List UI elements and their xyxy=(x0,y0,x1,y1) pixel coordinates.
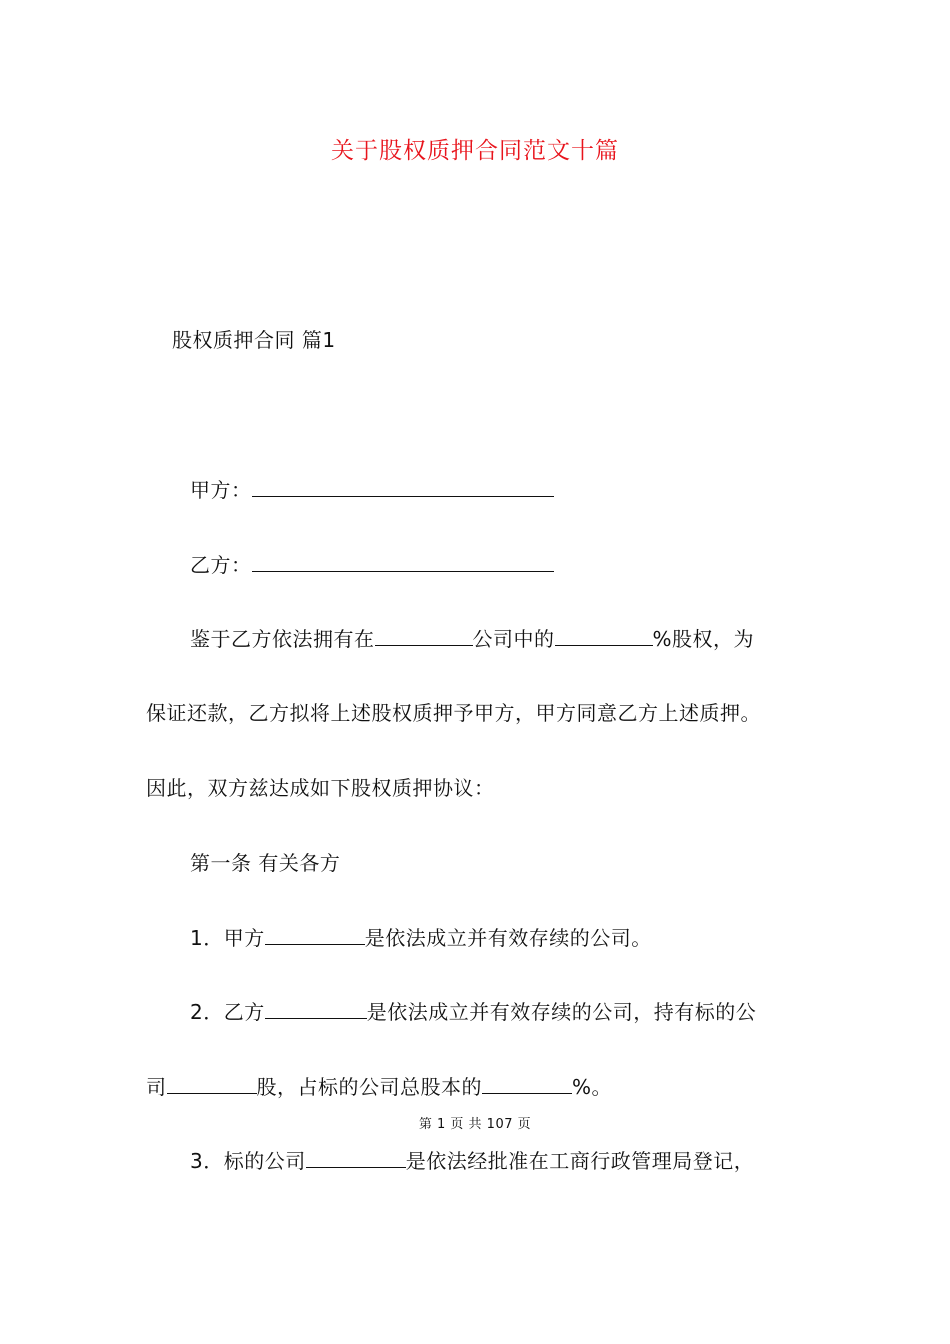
item-2-line-2 xyxy=(146,1073,612,1101)
item-2-blank xyxy=(265,1000,367,1019)
party-a-blank xyxy=(252,478,554,497)
whereas-text-2: 公司中的 xyxy=(472,627,555,651)
item-1-suffix: 是依法成立并有效存续的公司。 xyxy=(364,926,652,950)
document-title: 关于股权质押合同范文十篇 xyxy=(331,138,619,164)
whereas-line-2: 保证还款，乙方拟将上述股权质押予甲方，甲方同意乙方上述质押。 xyxy=(146,701,761,725)
party-a-label: 甲方： xyxy=(190,478,252,502)
whereas-text-1: 鉴于乙方依法拥有在 xyxy=(190,627,375,651)
party-b-label: 乙方： xyxy=(190,553,252,577)
item-2-line2-prefix: 司 xyxy=(146,1075,167,1099)
whereas-text-3: %股权，为 xyxy=(652,627,755,651)
item-2-line2-mid: 股，占标的公司总股本的 xyxy=(256,1075,482,1099)
section-heading: 股权质押合同 篇1 xyxy=(172,328,336,352)
item-2-suffix: 是依法成立并有效存续的公司，持有标的公 xyxy=(366,1000,757,1024)
party-b-blank xyxy=(252,553,554,572)
share-percent-blank xyxy=(482,1075,572,1094)
item-2-line2-suffix: %。 xyxy=(572,1075,613,1099)
item-2-prefix: 2．乙方 xyxy=(190,1000,265,1024)
page-footer: 第 1 页 共 107 页 xyxy=(418,1117,532,1132)
party-a-line xyxy=(190,476,554,504)
company-blank xyxy=(375,627,473,646)
article-1-heading: 第一条 有关各方 xyxy=(190,851,341,875)
percent-blank xyxy=(555,627,653,646)
party-b-line xyxy=(190,551,554,579)
whereas-line-1 xyxy=(190,625,754,653)
item-1-line xyxy=(190,924,652,952)
whereas-line-3: 因此，双方兹达成如下股权质押协议： xyxy=(146,776,495,800)
item-1-blank xyxy=(265,926,365,945)
shares-blank xyxy=(167,1075,257,1094)
item-3-line xyxy=(190,1147,754,1175)
item-3-suffix: 是依法经批准在工商行政管理局登记， xyxy=(405,1149,755,1173)
item-2-line-1 xyxy=(190,998,756,1026)
item-3-prefix: 3．标的公司 xyxy=(190,1149,306,1173)
item-3-blank xyxy=(306,1149,406,1168)
item-1-prefix: 1．甲方 xyxy=(190,926,265,950)
